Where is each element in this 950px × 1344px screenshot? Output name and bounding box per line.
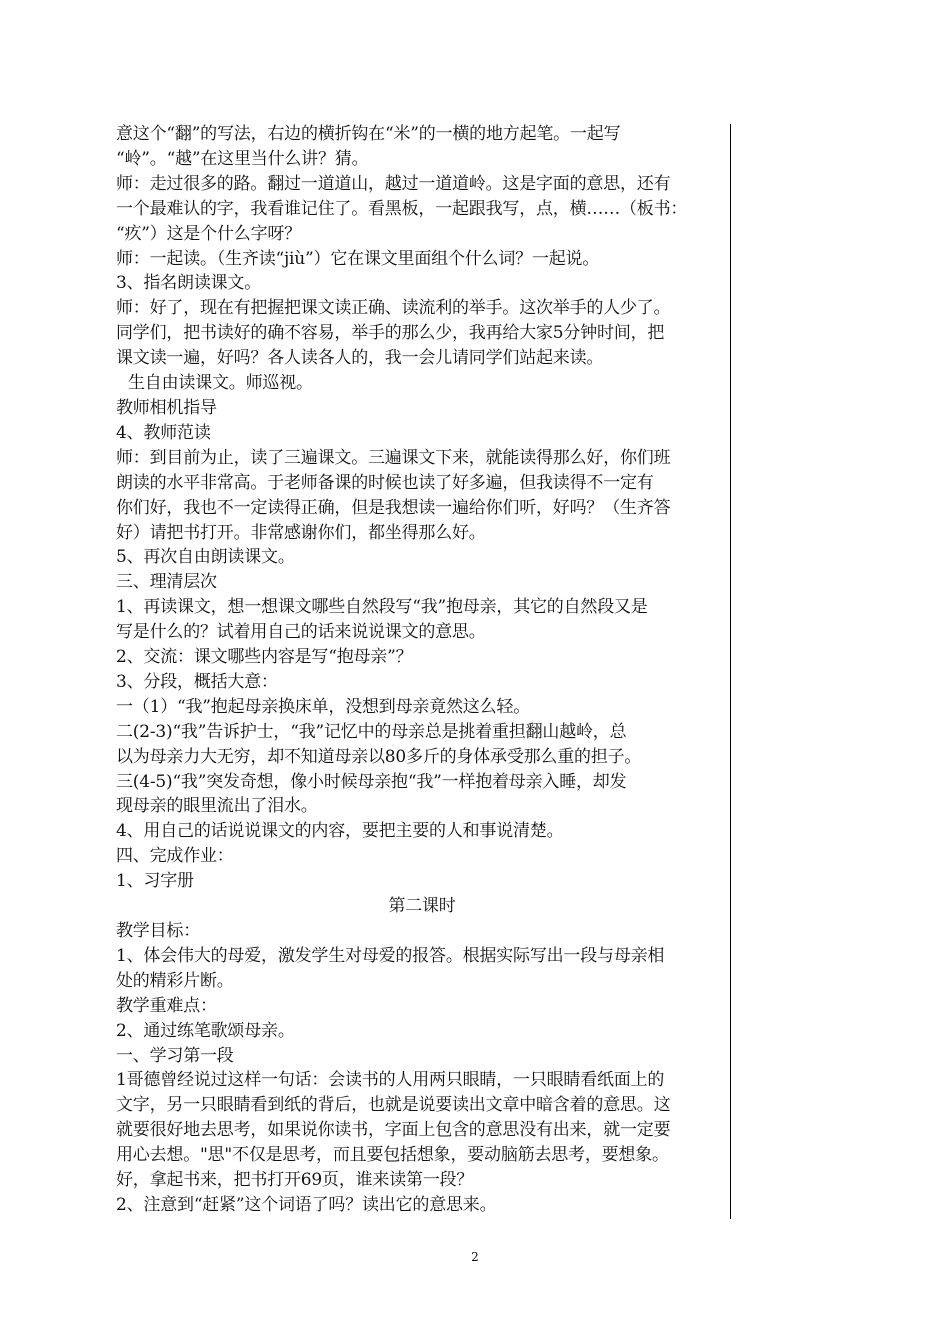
text-line: 一个最难认的字，我看谁记住了。看黑板，一起跟我写，点，横……（板书：	[116, 198, 688, 219]
section-heading: 四、完成作业：	[116, 846, 234, 867]
text-line: 3、指名朗读课文。	[116, 273, 262, 294]
text-line: 3、分段，概括大意：	[116, 671, 278, 692]
text-line: 1哥德曾经说过这样一句话：会读书的人用两只眼睛，一只眼睛看纸面上的	[116, 1070, 665, 1091]
text-line: 用心去想。"思"不仅是思考，而且要包括想象，要动脑筋去思考，要想象。	[116, 1145, 669, 1166]
text-line: 好，拿起书来，把书打开69页，谁来读第一段？	[116, 1170, 474, 1191]
text-line: 生自由读课文。师巡视。	[128, 373, 313, 394]
text-line: 2、交流：课文哪些内容是写“抱母亲”？	[116, 647, 413, 668]
page-number: 2	[471, 1250, 479, 1264]
text-line: 1、习字册	[116, 871, 194, 892]
text-line: 课文读一遍，好吗？各人读各人的，我一会儿请同学们站起来读。	[116, 348, 604, 369]
text-line: 2、通过练笔歌颂母亲。	[116, 1020, 295, 1041]
text-line: “岭”。“越”在这里当什么讲？猜。	[116, 148, 369, 169]
text-line: 处的精彩片断。	[116, 970, 234, 991]
text-line: 5、再次自由朗读课文。	[116, 547, 295, 568]
text-line: 好）请把书打开。非常感谢你们，都坐得那么好。	[116, 522, 486, 543]
text-line: “疚”）这是个什么字呀？	[116, 223, 301, 244]
section-heading: 三、理清层次	[116, 572, 217, 593]
text-line: 朗读的水平非常高。于老师备课的时候也读了好多遍，但我读得不一定有	[116, 472, 654, 493]
text-line: 你们好，我也不一定读得正确，但是我想读一遍给你们听，好吗？（生齐答	[116, 497, 671, 518]
table-right-border	[730, 124, 731, 1219]
text-line: 4、用自己的话说说课文的内容，要把主要的人和事说清楚。	[116, 821, 564, 842]
text-line: 4、教师范读	[116, 422, 211, 443]
text-line: 教师相机指导	[116, 397, 217, 418]
text-line: 三(4-5)“我”突发奇想，像小时候母亲抱“我”一样抱着母亲入睡，却发	[116, 771, 627, 792]
text-line: 二(2-3)“我”告诉护士，“我”记忆中的母亲总是挑着重担翻山越岭，总	[116, 721, 627, 742]
text-line: 就要很好地去思考，如果说你读书，字面上包含的意思没有出来，就一定要	[116, 1120, 671, 1141]
text-line: 以为母亲力大无穷，却不知道母亲以80多斤的身体承受那么重的担子。	[116, 746, 642, 767]
text-line: 2、注意到“赶紧”这个词语了吗？读出它的意思来。	[116, 1194, 497, 1215]
lesson-text	[116, 122, 728, 1218]
text-line: 1、再读课文，想一想课文哪些自然段写“我”抱母亲，其它的自然段又是	[116, 597, 648, 618]
text-line: 同学们，把书读好的确不容易，举手的那么少，我再给大家5分钟时间，把	[116, 323, 665, 344]
text-line: 一（1）“我”抱起母亲换床单，没想到母亲竟然这么轻。	[116, 696, 530, 717]
text-line: 师：一起读。（生齐读“jiù”）它在课文里面组个什么词？一起说。	[116, 248, 600, 269]
text-line: 写是什么的？试着用自己的话来说说课文的意思。	[116, 622, 486, 643]
text-line: 现母亲的眼里流出了泪水。	[116, 796, 318, 817]
text-line: 教学目标：	[116, 921, 200, 941]
lesson-period-heading: 第二课时	[388, 896, 456, 917]
text-line: 意这个“翻”的写法，右边的横折钩在“米”的一横的地方起笔。一起写	[116, 124, 621, 144]
text-line: 文字，另一只眼睛看到纸的背后，也就是说要读出文章中暗含着的意思。这	[116, 1095, 671, 1116]
text-line: 师：到目前为止，读了三遍课文。三遍课文下来，就能读得那么好，你们班	[116, 447, 671, 468]
text-line: 教学重难点：	[116, 995, 217, 1016]
text-line: 1、体会伟大的母爱，激发学生对母爱的报答。根据实际写出一段与母亲相	[116, 945, 665, 966]
text-line: 师：好了，现在有把握把课文读正确、读流利的举手。这次举手的人少了。	[116, 298, 671, 319]
text-line: 师：走过很多的路。翻过一道道山，越过一道道岭。这是字面的意思，还有	[116, 173, 671, 194]
section-heading: 一、学习第一段	[116, 1045, 234, 1066]
